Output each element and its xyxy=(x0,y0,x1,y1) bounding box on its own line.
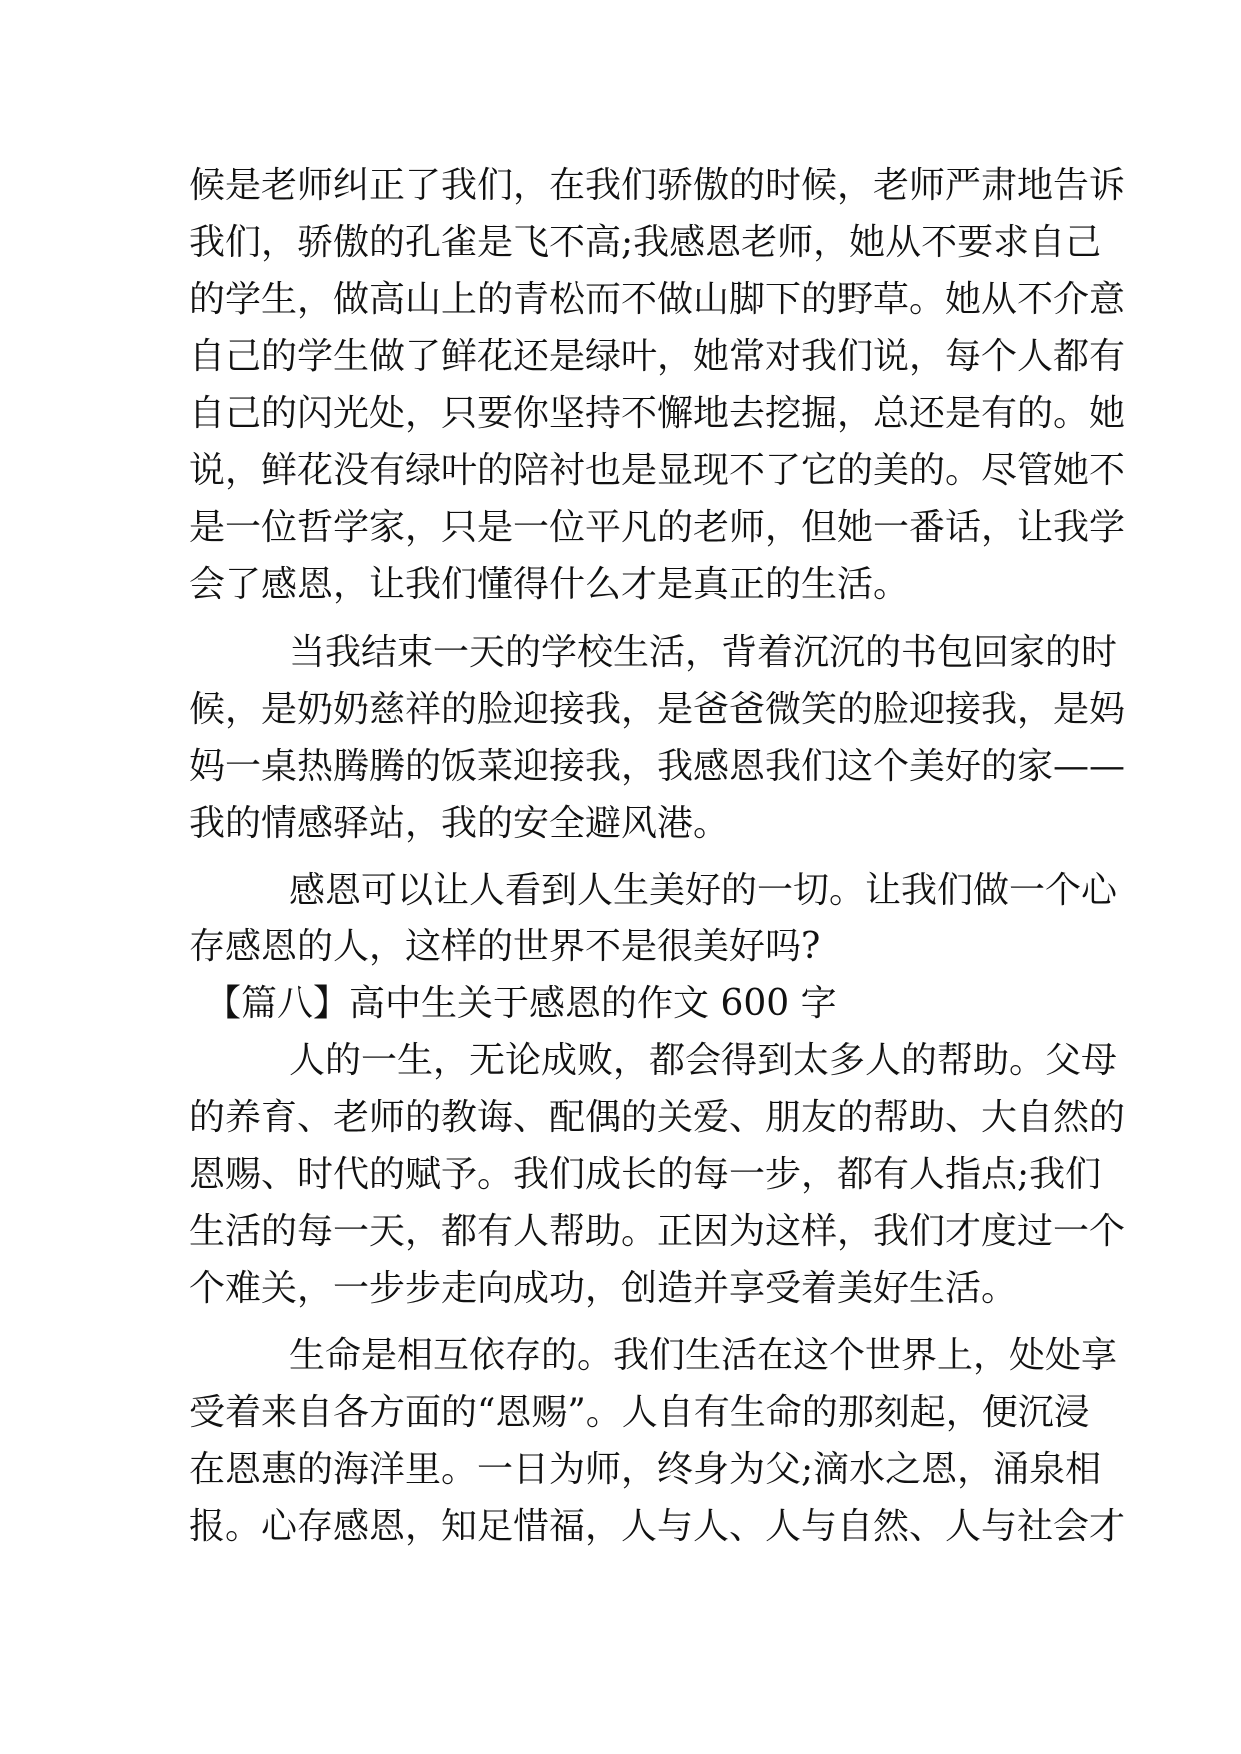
paragraph-1-line-7: 是一位哲学家，只是一位平凡的老师，但她一番话，让我学 xyxy=(189,507,1126,548)
paragraph-5-line-1: 生命是相互依存的。我们生活在这个世界上，处处享 xyxy=(289,1335,1118,1376)
paragraph-5-line-2: 受着来自各方面的“恩赐”。人自有生命的那刻起，便沉浸 xyxy=(189,1392,1090,1433)
paragraph-1-line-2: 我们，骄傲的孔雀是飞不高;我感恩老师，她从不要求自己 xyxy=(189,222,1102,263)
section-heading: 【篇八】高中生关于感恩的作文 600 字 xyxy=(205,983,837,1024)
paragraph-5-line-4: 报。心存感恩，知足惜福，人与人、人与自然、人与社会才 xyxy=(189,1506,1126,1547)
paragraph-2-line-4: 我的情感驿站，我的安全避风港。 xyxy=(189,803,730,844)
paragraph-4-line-4: 生活的每一天，都有人帮助。正因为这样，我们才度过一个 xyxy=(189,1211,1126,1252)
paragraph-1-line-4: 自己的学生做了鲜花还是绿叶，她常对我们说，每个人都有 xyxy=(189,336,1126,377)
paragraph-1-line-6: 说，鲜花没有绿叶的陪衬也是显现不了它的美的。尽管她不 xyxy=(189,450,1126,491)
paragraph-1-line-3: 的学生，做高山上的青松而不做山脚下的野草。她从不介意 xyxy=(189,279,1126,320)
paragraph-2-line-3: 妈一桌热腾腾的饭菜迎接我，我感恩我们这个美好的家—— xyxy=(189,746,1126,787)
paragraph-1-line-5: 自己的闪光处，只要你坚持不懈地去挖掘，总还是有的。她 xyxy=(189,393,1126,434)
paragraph-5-line-3: 在恩惠的海洋里。一日为师，终身为父;滴水之恩，涌泉相 xyxy=(189,1449,1102,1490)
paragraph-3-line-1: 感恩可以让人看到人生美好的一切。让我们做一个心 xyxy=(289,870,1118,911)
paragraph-1-line-1: 候是老师纠正了我们，在我们骄傲的时候，老师严肃地告诉 xyxy=(189,165,1126,206)
paragraph-2-line-1: 当我结束一天的学校生活，背着沉沉的书包回家的时 xyxy=(289,632,1118,673)
paragraph-3-line-2: 存感恩的人，这样的世界不是很美好吗? xyxy=(189,926,821,967)
paragraph-4-line-1: 人的一生，无论成败，都会得到太多人的帮助。父母 xyxy=(289,1040,1118,1081)
paragraph-2-line-2: 候，是奶奶慈祥的脸迎接我，是爸爸微笑的脸迎接我，是妈 xyxy=(189,689,1126,730)
paragraph-4-line-3: 恩赐、时代的赋予。我们成长的每一步，都有人指点;我们 xyxy=(189,1154,1102,1195)
paragraph-4-line-5: 个难关，一步步走向成功，创造并享受着美好生活。 xyxy=(189,1268,1018,1309)
paragraph-1-line-8: 会了感恩，让我们懂得什么才是真正的生活。 xyxy=(189,564,910,605)
paragraph-4-line-2: 的养育、老师的教诲、配偶的关爱、朋友的帮助、大自然的 xyxy=(189,1097,1126,1138)
